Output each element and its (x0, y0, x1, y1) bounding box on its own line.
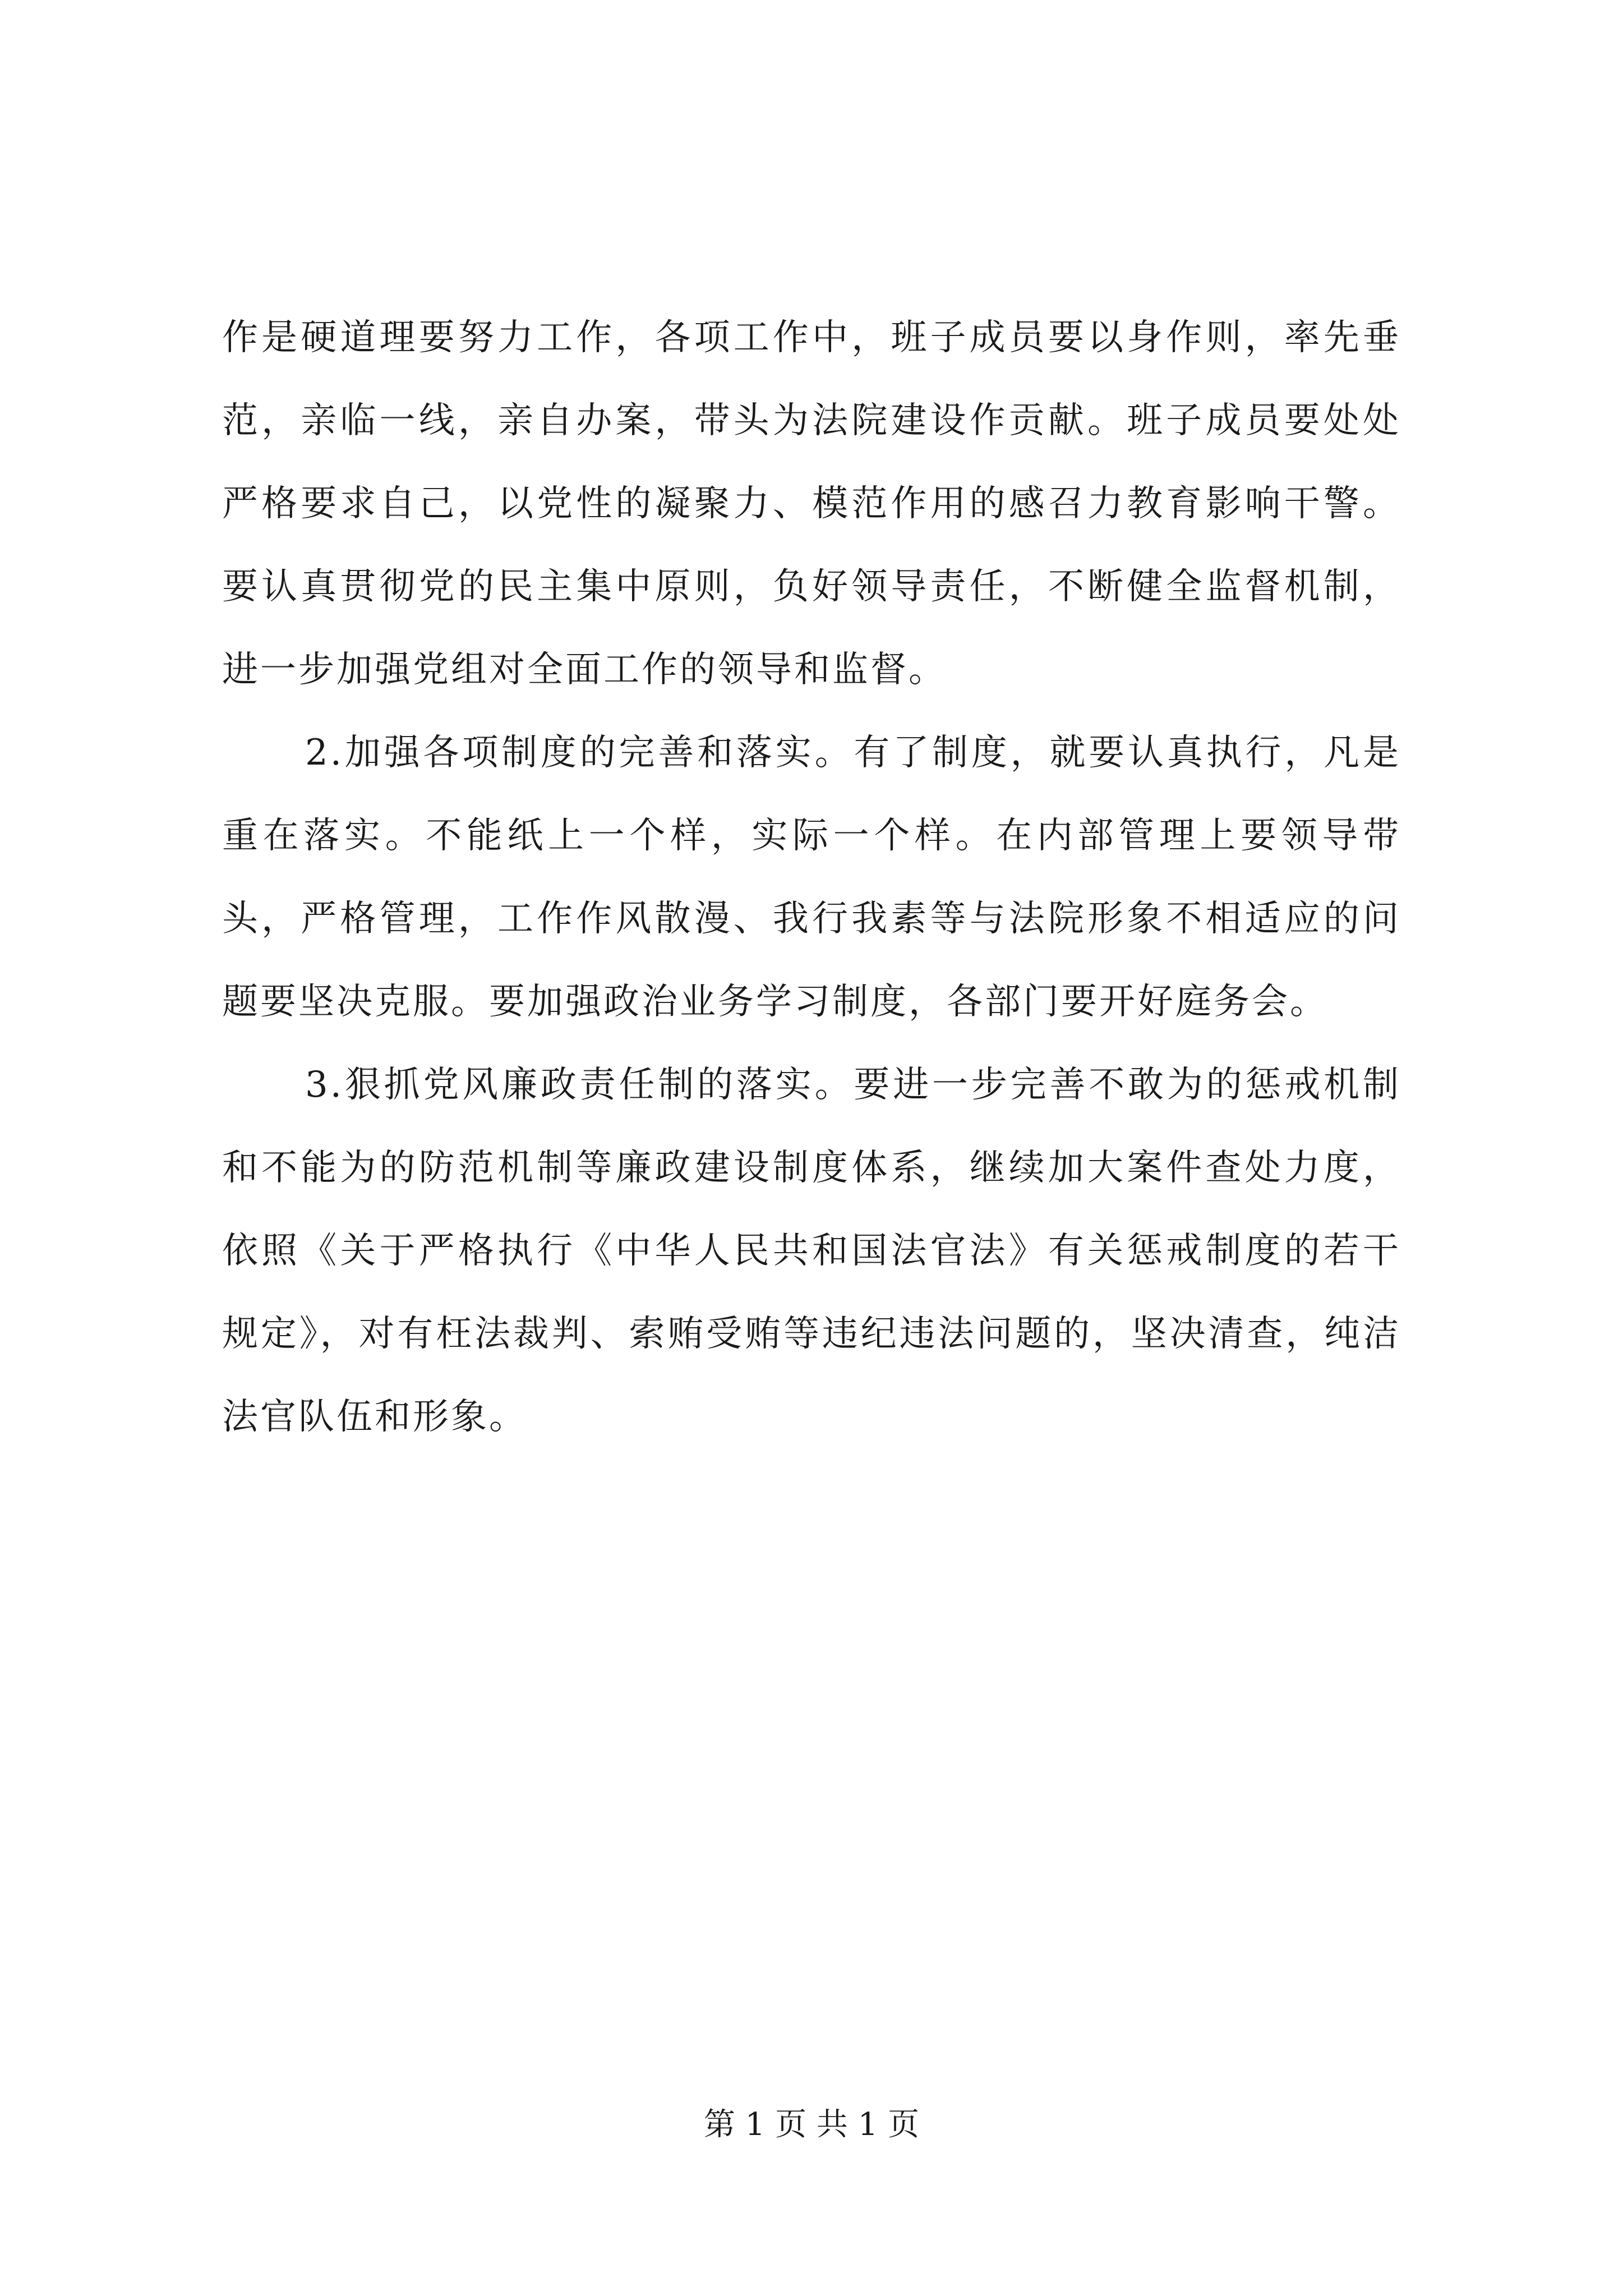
paragraph-item-3: 3.狠抓党风廉政责任制的落实。要进一步完善不敢为的惩戒机制和不能为的防范机制等廉政建设制度体系，继续加大案件查处力度，依照《关于严格执行《中华人民共和国法官法》有关惩戒制度的若干规定》，对有枉法裁判、索贿受贿等违纪违法问题的，坚决清查，纯洁法官队伍和形象。 (222, 1064, 1401, 1438)
paragraph-item-2: 2.加强各项制度的完善和落实。有了制度，就要认真执行，凡是重在落实。不能纸上一个样，实际一个样。在内部管理上要领导带头，严格管理，工作作风散漫、我行我素等与法院形象不相适应的问题要坚决克服。要加强政治业务学习制度，各部门要开好庭务会。 (222, 732, 1401, 1023)
document-body (222, 296, 1401, 1458)
page-footer: 第 1 页 共 1 页 (703, 2106, 920, 2143)
paragraph-continuation: 作是硬道理要努力工作，各项工作中，班子成员要以身作则，率先垂范，亲临一线，亲自办案，带头为法院建设作贡献。班子成员要处处严格要求自己，以党性的凝聚力、模范作用的感召力教育影响干警。要认真贯彻党的民主集中原则，负好领导责任，不断健全监督机制，进一步加强党组对全面工作的领导和监督。 (222, 317, 1401, 691)
